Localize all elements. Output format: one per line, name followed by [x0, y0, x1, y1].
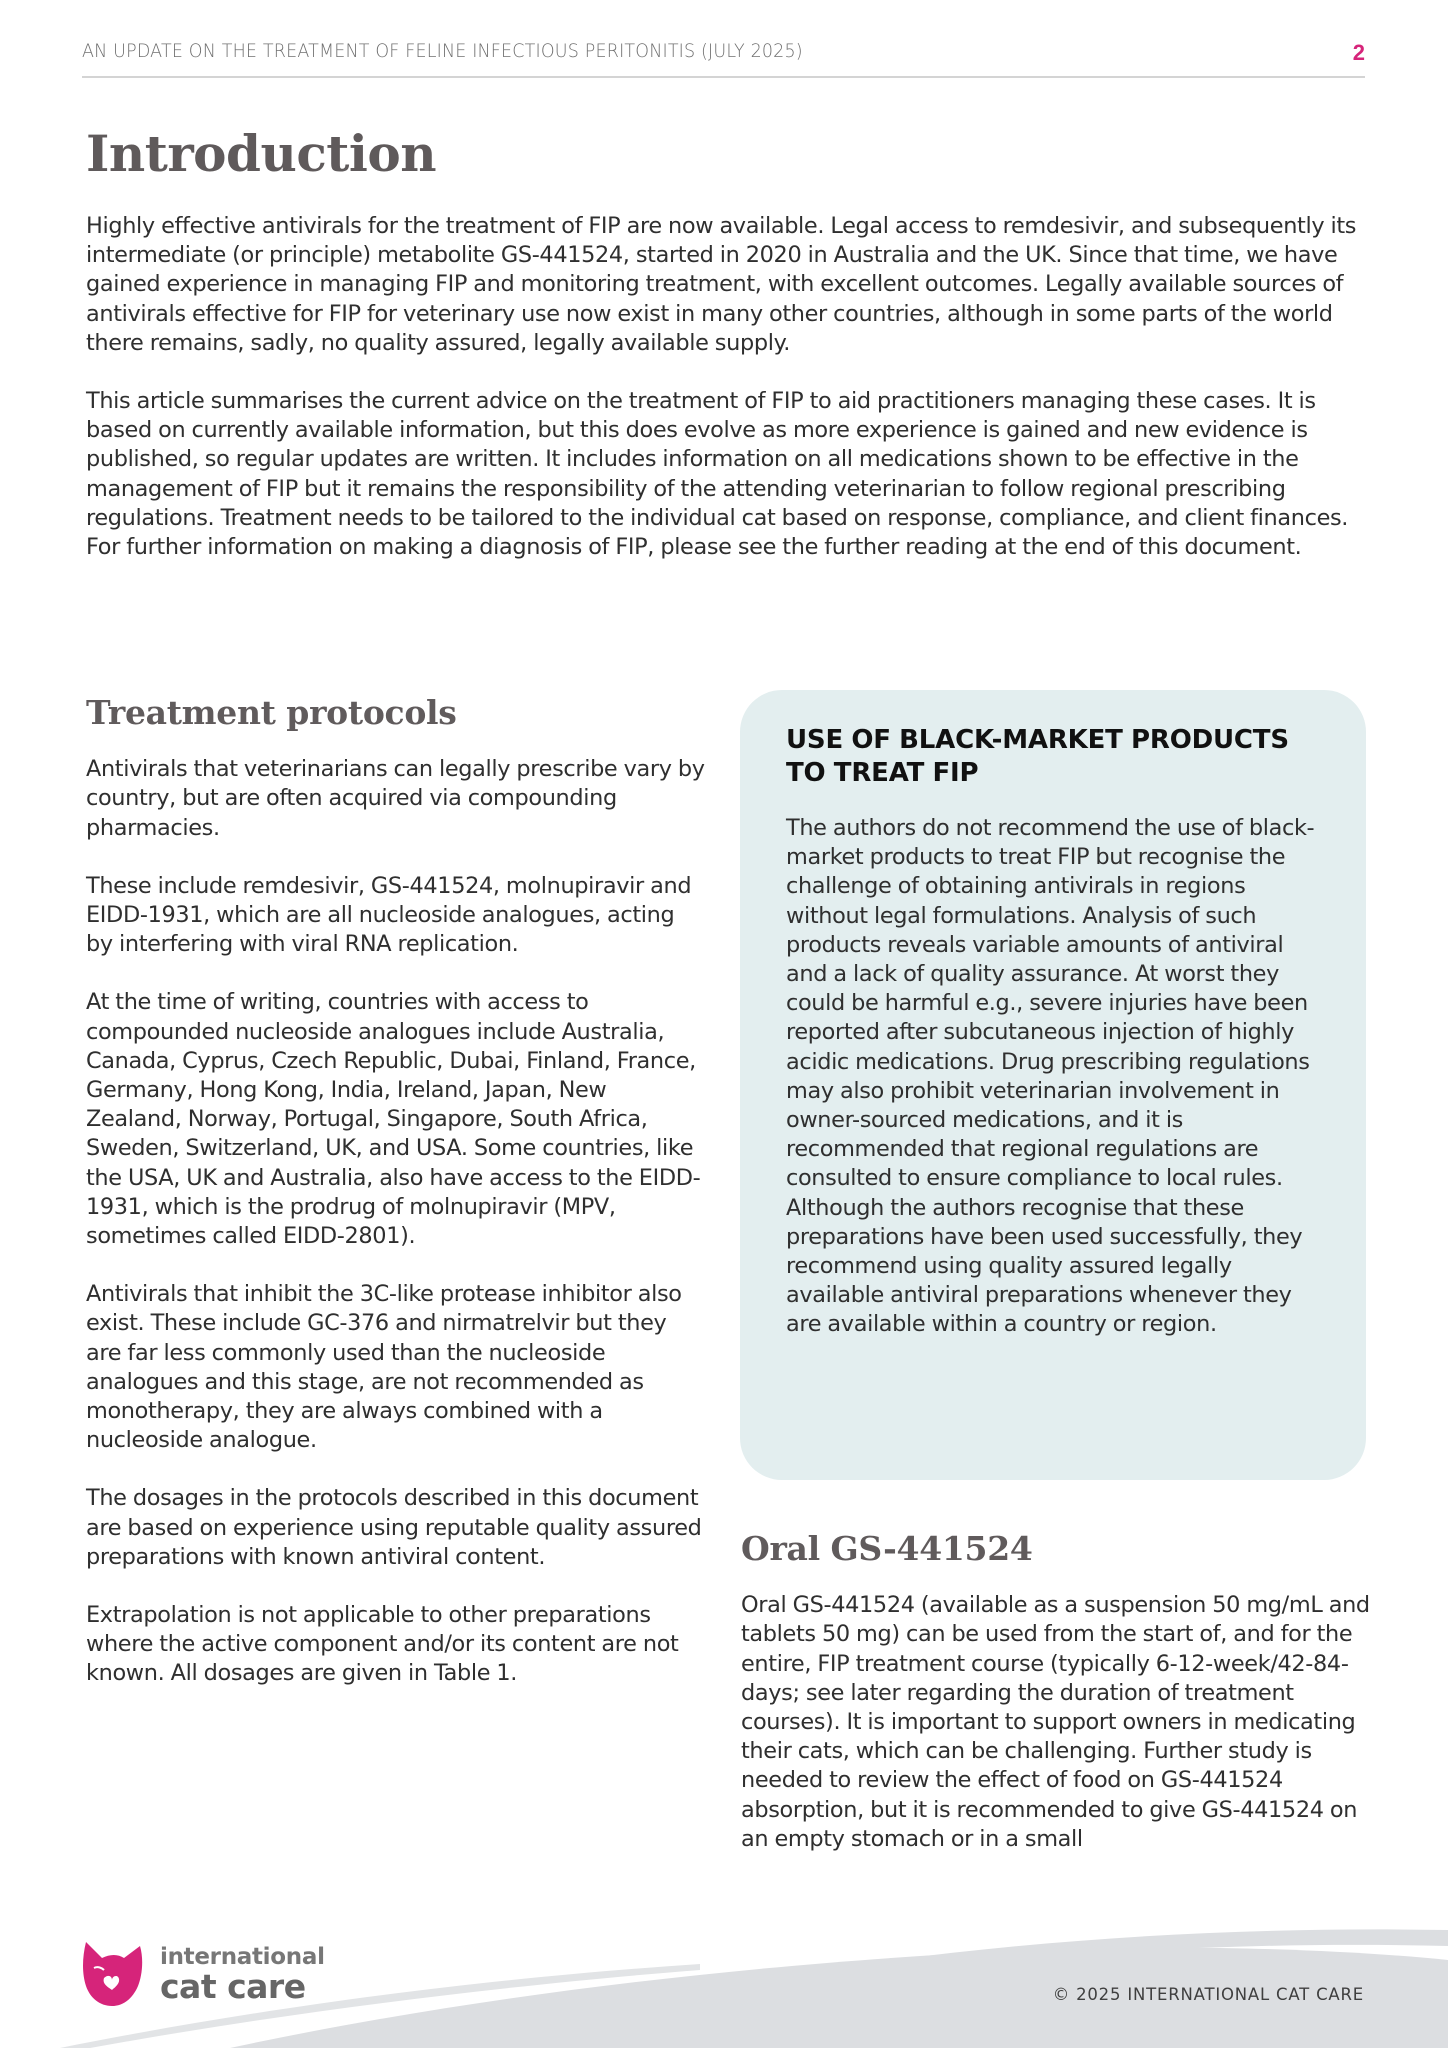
introduction-heading: Introduction	[86, 124, 437, 183]
logo-text-international: international	[160, 1943, 325, 1970]
protocols-paragraph: The dosages in the protocols described in this document are based on experience using reputable quality assured preparations with known antiviral content.	[86, 1485, 702, 1570]
page-number: 2	[1352, 40, 1365, 65]
oral-gs-heading: Oral GS-441524	[741, 1529, 1033, 1568]
oral-gs-body: Oral GS-441524 (available as a suspension 50 mg/mL and tablets 50 mg) can be used from the start of, and for the entire, FIP treatment course (typically 6-12-week/42-84-days; see later regarding the duration of treatment courses). It is important to support owners in medicating their cats, which can be challenging. Further study is needed to review the effect of food on GS-441524 absorption, but it is recommended to give GS-441524 on an empty stomach or in a small	[741, 1592, 1370, 1852]
protocols-paragraph: Extrapolation is not applicable to other preparations where the active component and/or its content are not known. All dosages are given in Table 1.	[86, 1602, 679, 1687]
treatment-protocols-heading: Treatment protocols	[86, 693, 457, 732]
logo-text-cat-care: cat care	[160, 1966, 306, 2006]
protocols-paragraph: Antivirals that veterinarians can legally prescribe vary by country, but are often acquired via compounding pharmacies.	[86, 756, 705, 841]
protocols-paragraph: At the time of writing, countries with access to compounded nucleoside analogues include Australia, Canada, Cyprus, Czech Republic, Dubai, Finland, France, Germany, Hong Kong, India, Ireland, Japan, New Zealand, Norway, Portugal, Singapore, South Africa, Sweden, Switzerland, UK, and USA. Some countries, like the USA, UK and Australia, also have access to the EIDD-1931, which is the prodrug of molnupiravir (MPV, sometimes called EIDD-2801).	[86, 989, 701, 1250]
black-market-callout-box	[740, 690, 1366, 1480]
protocols-paragraph: These include remdesivir, GS-441524, molnupiravir and EIDD-1931, which are all nucleoside analogues, acting by interfering with viral RNA replication.	[86, 872, 692, 958]
running-header	[82, 40, 1365, 78]
intro-paragraph: Highly effective antivirals for the treatment of FIP are now available. Legal access to remdesivir, and subsequently its intermediate (or principle) metabolite GS-441524, started in 2020 in Australia and the UK. Since that time, we have gained experience in managing FIP and monitoring treatment, with excellent outcomes. Legally available sources of antivirals effective for FIP for veterinary use now exist in many other countries, although in some parts of the world there remains, sadly, no quality assured, legally available supply.	[86, 213, 1357, 356]
callout-heading: USE OF BLACK-MARKET PRODUCTS TO TREAT FIP	[786, 725, 1289, 788]
running-title: AN UPDATE ON THE TREATMENT OF FELINE INFECTIOUS PERITONITIS (JULY 2025)	[82, 40, 803, 62]
intro-paragraph: This article summarises the current advice on the treatment of FIP to aid practitioners managing these cases. It is based on currently available information, but this does evolve as more experience is gained and new evidence is published, so regular updates are written. It includes information on all medications shown to be effective in the management of FIP but it remains the responsibility of the attending veterinarian to follow regional prescribing regulations. Treatment needs to be tailored to the individual cat based on response, compliance, and client finances. For further information on making a diagnosis of FIP, please see the further reading at the end of this document.	[86, 388, 1349, 561]
introduction-section	[86, 212, 1376, 591]
callout-body: The authors do not recommend the use of black-market products to treat FIP but recognise the challenge of obtaining antivirals in regions without legal formulations. Analysis of such products reveals variable amounts of antiviral and a lack of quality assurance. At worst they could be harmful e.g., severe injuries have been reported after subcutaneous injection of highly acidic medications. Drug prescribing regulations may also prohibit veterinarian involvement in owner-sourced medications, and it is recommended that regional regulations are consulted to ensure compliance to local rules. Although the authors recognise that these preparations have been used successfully, they recommend using quality assured legally available antiviral preparations whenever they are available within a country or region.	[786, 815, 1315, 1338]
protocols-paragraph: Antivirals that inhibit the 3C-like protease inhibitor also exist. These include GC-376 and nirmatrelvir but they are far less commonly used than the nucleoside analogues and this stage, are not recommended as monotherapy, they are always combined with a nucleoside analogue.	[86, 1281, 682, 1454]
oral-gs-441524-section	[741, 1529, 1371, 1854]
treatment-protocols-section	[86, 693, 706, 1718]
cat-face-logo-icon	[82, 1940, 144, 2008]
international-cat-care-logo	[82, 1940, 325, 2008]
copyright-notice: © 2025 INTERNATIONAL CAT CARE	[1052, 1985, 1364, 2004]
